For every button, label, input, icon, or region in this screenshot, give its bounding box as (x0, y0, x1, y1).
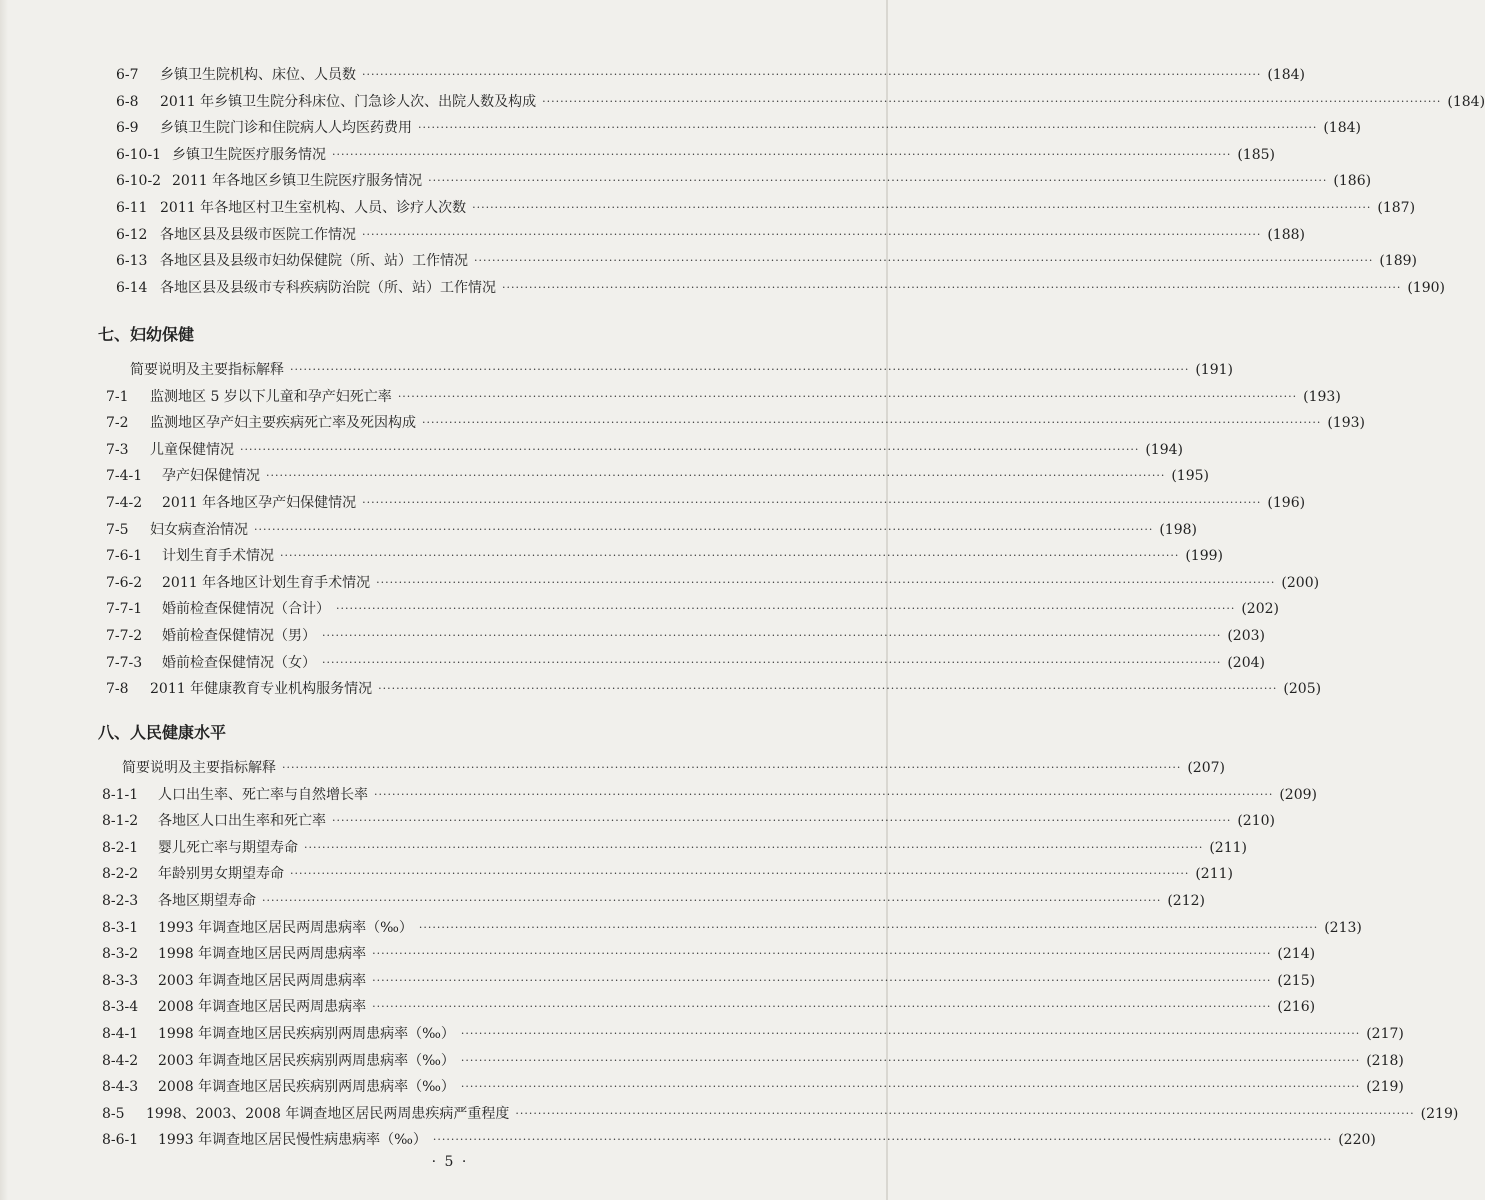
toc-entry[interactable] (106, 650, 1265, 676)
toc-entry-number: 7-7-1 (106, 601, 143, 617)
toc-entry-title: 各地区县及县级市妇幼保健院（所、站）工作情况 (160, 253, 468, 269)
toc-entry-page: (216) (1277, 999, 1316, 1015)
dot-leader: ········································································································································································································ (372, 974, 1272, 987)
toc-entry-number: 6-11 (116, 200, 148, 216)
dot-leader: ········································································································································································································ (290, 867, 1190, 880)
toc-entry-number: 7-5 (106, 522, 129, 538)
toc-entry[interactable] (106, 437, 1183, 463)
toc-entry-page: (214) (1277, 946, 1316, 962)
toc-entry-number: 7-6-2 (106, 575, 143, 591)
toc-entry[interactable] (102, 1048, 1404, 1074)
dot-leader: ········································································································································································································ (378, 682, 1278, 695)
toc-entry-page: (184) (1447, 94, 1485, 110)
dot-leader: ········································································································································································································ (474, 254, 1374, 267)
toc-entry[interactable] (102, 1074, 1404, 1100)
toc-entry-title: 2011 年各地区孕产妇保健情况 (162, 495, 357, 511)
toc-entry[interactable] (102, 968, 1316, 994)
toc-entry-title: 乡镇卫生院机构、床位、人员数 (160, 67, 356, 83)
dot-leader: ········································································································································································································ (280, 549, 1180, 562)
toc-entry-page: (207) (1187, 760, 1225, 776)
toc-entry-page: (215) (1277, 973, 1316, 989)
dot-leader: ········································································································································································································ (460, 1054, 1361, 1067)
toc-entry-page: (185) (1237, 147, 1275, 163)
toc-entry[interactable] (102, 808, 1275, 834)
toc-entry-number: 7-7-2 (106, 628, 143, 644)
toc-entry-page: (191) (1195, 362, 1233, 378)
toc-entry-number: 6-10-2 (116, 173, 162, 189)
dot-leader: ········································································································································································································ (282, 761, 1182, 774)
toc-entry[interactable] (116, 222, 1305, 248)
toc-entry[interactable] (102, 861, 1233, 887)
toc-entry[interactable] (116, 195, 1416, 221)
toc-entry[interactable] (116, 89, 1485, 115)
toc-entry-page: (202) (1241, 601, 1279, 617)
toc-entry-title: 婚前检查保健情况（女） (162, 655, 316, 671)
toc-entry-number: 8-4-2 (102, 1053, 139, 1069)
toc-entry-number: 8-3-4 (102, 999, 139, 1015)
toc-entry-number: 8-4-3 (102, 1079, 139, 1095)
toc-entry-title: 1998 年调查地区居民疾病别两周患病率（‰） (158, 1026, 455, 1042)
toc-entry-title: 1998、2003、2008 年调查地区居民两周患疾病严重程度 (146, 1106, 510, 1122)
toc-entry-page: (204) (1227, 655, 1265, 671)
toc-entry-title: 计划生育手术情况 (162, 548, 274, 564)
toc-entry-title: 婴儿死亡率与期望寿命 (158, 840, 298, 856)
dot-leader: ········································································································································································································ (502, 281, 1402, 294)
toc-entry[interactable] (130, 357, 1233, 383)
toc-entry-number: 8-3-2 (102, 946, 139, 962)
toc-entry-page: (189) (1379, 253, 1417, 269)
toc-entry[interactable] (106, 463, 1209, 489)
toc-entry-title: 乡镇卫生院医疗服务情况 (172, 147, 326, 163)
toc-entry-title: 1993 年调查地区居民慢性病患病率（‰） (158, 1132, 427, 1148)
toc-entry-title: 2011 年各地区乡镇卫生院医疗服务情况 (172, 173, 423, 189)
toc-entry-title: 1998 年调查地区居民两周患病率 (158, 946, 367, 962)
toc-entry-title: 各地区县及县级市专科疾病防治院（所、站）工作情况 (160, 280, 496, 296)
toc-entry-number: 8-4-1 (102, 1026, 139, 1042)
toc-entry-number: 6-7 (116, 67, 139, 83)
dot-leader: ········································································································································································································ (372, 1000, 1272, 1013)
toc-entry[interactable] (106, 623, 1265, 649)
toc-entry-title: 简要说明及主要指标解释 (122, 760, 276, 776)
toc-entry-title: 2011 年各地区计划生育手术情况 (162, 575, 371, 591)
toc-entry[interactable] (116, 275, 1445, 301)
toc-entry-page: (205) (1283, 681, 1322, 697)
toc-entry-title: 监测地区孕产妇主要疾病死亡率及死因构成 (150, 415, 416, 431)
toc-entry[interactable] (102, 782, 1317, 808)
toc-entry-number: 6-9 (116, 120, 139, 136)
toc-entry-title: 婚前检查保健情况（合计） (162, 601, 330, 617)
toc-entry-number: 7-6-1 (106, 548, 143, 564)
toc-entry[interactable] (116, 115, 1361, 141)
toc-entry-page: (199) (1185, 548, 1223, 564)
toc-entry[interactable] (102, 1127, 1376, 1153)
dot-leader: ········································································································································································································ (422, 416, 1322, 429)
toc-entry[interactable] (102, 1101, 1459, 1127)
dot-leader: ········································································································································································································ (460, 1080, 1361, 1093)
toc-entry-title: 儿童保健情况 (150, 442, 234, 458)
toc-entry-page: (184) (1323, 120, 1361, 136)
dot-leader: ········································································································································································································ (262, 894, 1162, 907)
toc-entry-page: (213) (1324, 920, 1362, 936)
dot-leader: ········································································································································································································ (332, 814, 1232, 827)
toc-entry[interactable] (106, 490, 1306, 516)
dot-leader: ········································································································································································································ (304, 841, 1204, 854)
dot-leader: ········································································································································································································ (376, 576, 1276, 589)
toc-entry[interactable] (102, 915, 1362, 941)
toc-entry-number: 6-14 (116, 280, 148, 296)
page-number: · 5 · (431, 1154, 469, 1170)
dot-leader: ········································································································································································································ (374, 788, 1274, 801)
toc-entry-number: 7-1 (106, 389, 129, 405)
toc-entry-page: (219) (1366, 1079, 1404, 1095)
toc-entry-title: 2003 年调查地区居民疾病别两周患病率（‰） (158, 1053, 455, 1069)
toc-entry-page: (193) (1327, 415, 1365, 431)
toc-entry-number: 7-8 (106, 681, 129, 697)
toc-entry-number: 7-4-2 (106, 495, 143, 511)
toc-entry-number: 8-5 (102, 1106, 125, 1122)
toc-entry[interactable] (102, 888, 1205, 914)
toc-entry-title: 人口出生率、死亡率与自然增长率 (158, 787, 368, 803)
dot-leader: ········································································································································································································ (432, 1133, 1333, 1146)
toc-entry-number: 6-8 (116, 94, 139, 110)
toc-entry-title: 乡镇卫生院门诊和住院病人人均医药费用 (160, 120, 412, 136)
toc-entry-page: (194) (1145, 442, 1183, 458)
toc-entry-page: (203) (1227, 628, 1265, 644)
toc-entry-number: 8-6-1 (102, 1132, 139, 1148)
dot-leader: ········································································································································································································ (362, 68, 1262, 81)
dot-leader: ········································································································································································································ (418, 921, 1319, 934)
toc-entry-page: (217) (1366, 1026, 1404, 1042)
section-heading: 七、妇幼保健 (98, 325, 195, 344)
toc-entry[interactable] (106, 384, 1341, 410)
toc-entry-title: 2011 年健康教育专业机构服务情况 (150, 681, 373, 697)
toc-entry-page: (218) (1366, 1053, 1404, 1069)
toc-entry-title: 简要说明及主要指标解释 (130, 362, 284, 378)
toc-entry-title: 各地区县及县级市医院工作情况 (160, 227, 356, 243)
toc-entry-page: (212) (1167, 893, 1205, 909)
dot-leader: ········································································································································································································ (428, 174, 1328, 187)
dot-leader: ········································································································································································································ (515, 1107, 1415, 1120)
toc-entry-title: 2008 年调查地区居民两周患病率 (158, 999, 367, 1015)
toc-entry-page: (188) (1267, 227, 1305, 243)
toc-entry[interactable] (106, 596, 1279, 622)
dot-leader: ········································································································································································································ (322, 629, 1222, 642)
toc-entry-title: 监测地区 5 岁以下儿童和孕产妇死亡率 (150, 389, 392, 405)
toc-entry-title: 1993 年调查地区居民两周患病率（‰） (158, 920, 413, 936)
toc-entry-number: 6-10-1 (116, 147, 162, 163)
toc-entry-page: (211) (1195, 866, 1233, 882)
toc-entry-number: 8-3-3 (102, 973, 139, 989)
toc-entry-title: 2011 年乡镇卫生院分科床位、门急诊人次、出院人数及构成 (160, 94, 537, 110)
dot-leader: ········································································································································································································ (332, 148, 1232, 161)
toc-entry[interactable] (116, 248, 1417, 274)
toc-entry-number: 6-13 (116, 253, 148, 269)
dot-leader: ········································································································································································································ (418, 121, 1318, 134)
toc-entry-title: 婚前检查保健情况（男） (162, 628, 316, 644)
dot-leader: ········································································································································································································ (542, 95, 1442, 108)
toc-entry-number: 7-7-3 (106, 655, 143, 671)
dot-leader: ········································································································································································································ (362, 228, 1262, 241)
toc-entry[interactable] (106, 676, 1322, 702)
toc-entry-page: (198) (1159, 522, 1197, 538)
toc-entry[interactable] (122, 755, 1225, 781)
toc-entry-page: (195) (1171, 468, 1209, 484)
dot-leader: ········································································································································································································ (266, 469, 1166, 482)
dot-leader: ········································································································································································································ (240, 443, 1140, 456)
toc-entry-page: (210) (1237, 813, 1275, 829)
dot-leader: ········································································································································································································ (460, 1027, 1361, 1040)
toc-entry[interactable] (116, 62, 1305, 88)
toc-entry-number: 8-1-2 (102, 813, 139, 829)
toc-entry[interactable] (116, 168, 1372, 194)
dot-leader: ········································································································································································································ (336, 602, 1236, 615)
page-edge-left (0, 0, 8, 1200)
toc-entry-number: 8-1-1 (102, 787, 139, 803)
section-heading: 八、人民健康水平 (98, 723, 227, 742)
toc-entry-page: (200) (1281, 575, 1320, 591)
toc-entry-title: 2011 年各地区村卫生室机构、人员、诊疗人次数 (160, 200, 467, 216)
toc-entry-page: (190) (1407, 280, 1445, 296)
toc-entry[interactable] (102, 1021, 1404, 1047)
toc-entry[interactable] (102, 835, 1247, 861)
toc-entry-title: 2003 年调查地区居民两周患病率 (158, 973, 367, 989)
toc-entry-number: 7-3 (106, 442, 129, 458)
toc-entry-number: 8-3-1 (102, 920, 139, 936)
toc-entry-title: 2008 年调查地区居民疾病别两周患病率（‰） (158, 1079, 455, 1095)
toc-entry-title: 各地区人口出生率和死亡率 (158, 813, 326, 829)
toc-entry-number: 8-2-2 (102, 866, 139, 882)
toc-entry[interactable] (106, 410, 1365, 436)
dot-leader: ········································································································································································································ (290, 363, 1190, 376)
toc-entry-page: (220) (1338, 1132, 1376, 1148)
toc-entry[interactable] (102, 941, 1316, 967)
toc-entry-page: (193) (1303, 389, 1341, 405)
toc-entry-page: (186) (1333, 173, 1372, 189)
toc-entry-page: (211) (1209, 840, 1247, 856)
toc-entry-number: 7-2 (106, 415, 129, 431)
toc-entry-title: 孕产妇保健情况 (162, 468, 260, 484)
toc-entry[interactable] (106, 570, 1320, 596)
toc-entry-page: (219) (1420, 1106, 1459, 1122)
toc-entry-page: (184) (1267, 67, 1305, 83)
toc-entry-page: (209) (1279, 787, 1317, 803)
toc-entry-page: (187) (1377, 200, 1416, 216)
toc-entry-title: 妇女病查治情况 (150, 522, 248, 538)
toc-entry[interactable] (102, 994, 1316, 1020)
dot-leader: ········································································································································································································ (322, 656, 1222, 669)
toc-entry[interactable] (116, 142, 1275, 168)
toc-entry[interactable] (106, 543, 1223, 569)
dot-leader: ········································································································································································································ (472, 201, 1372, 214)
dot-leader: ········································································································································································································ (362, 496, 1262, 509)
toc-entry[interactable] (106, 517, 1197, 543)
dot-leader: ········································································································································································································ (372, 947, 1272, 960)
toc-entry-title: 年龄别男女期望寿命 (158, 866, 284, 882)
toc-entry-page: (196) (1267, 495, 1306, 511)
toc-entry-number: 7-4-1 (106, 468, 143, 484)
dot-leader: ········································································································································································································ (254, 523, 1154, 536)
toc-entry-number: 6-12 (116, 227, 148, 243)
dot-leader: ········································································································································································································ (397, 390, 1298, 403)
toc-entry-number: 8-2-3 (102, 893, 139, 909)
toc-entry-number: 8-2-1 (102, 840, 139, 856)
toc-entry-title: 各地区期望寿命 (158, 893, 256, 909)
